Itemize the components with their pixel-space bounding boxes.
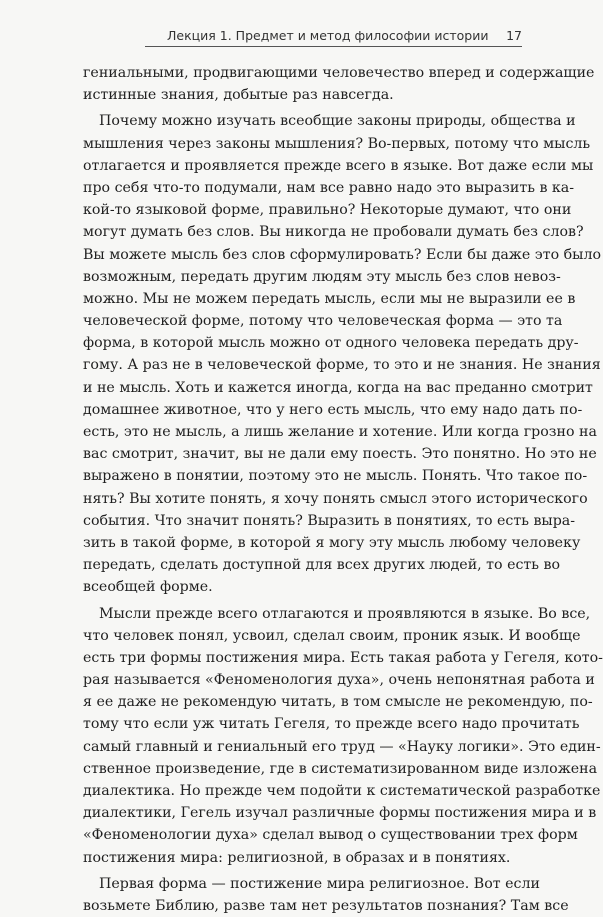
text-line: Вы можете мысль без слов сформулировать? Если бы даже это было <box>83 246 602 263</box>
text-line: возможным, передать другим людям эту мысль без слов невоз- <box>83 268 561 285</box>
text-line: гениальными, продвигающими человечество вперед и содержащие <box>83 65 595 81</box>
text-line: и не мысль. Хоть и кажется иногда, когда на вас преданно смотрит <box>83 379 593 396</box>
body-text <box>83 62 603 917</box>
text-line: самый главный и гениальный его труд — «Науку логики». Это един- <box>83 738 601 755</box>
text-line: человеческой форме, потому что человеческая форма — это та <box>83 313 563 330</box>
text-line: что человек понял, усвоил, сделал своим, проник язык. И вообще <box>83 627 581 644</box>
text-line: вас смотрит, значит, вы не дали ему поесть. Это понятно. Но это не <box>83 446 597 463</box>
paragraph <box>83 603 603 869</box>
text-line: рая называется «Феноменология духа», очень непонятная работа и <box>83 672 595 689</box>
text-line: мышления через законы мышления? Во-первых, потому что мысль <box>83 135 591 152</box>
text-line: я ее даже не рекомендую читать, в том смысле не рекомендую, по- <box>83 694 593 711</box>
text-line: «Феноменологии духа» сделал вывод о существовании трех форм <box>83 827 578 844</box>
paragraph <box>83 62 595 106</box>
text-line: домашнее животное, что у него есть мысль, что ему надо дать по- <box>83 401 583 418</box>
text-line: всеобщей форме. <box>83 579 213 596</box>
text-line: про себя что-то подумали, нам все равно надо это выразить в ка- <box>83 179 575 196</box>
text-line: кой-то языковой форме, правильно? Некоторые думают, что они <box>83 202 572 219</box>
text-line: диалектики, Гегель изучал различные формы постижения мира и в <box>83 805 597 822</box>
header-rule <box>145 46 522 47</box>
text-line: гому. А раз не в человеческой форме, то это и не знания. Не знания <box>83 357 601 374</box>
text-line: можно. Мы не можем передать мысль, если мы не выразили ее в <box>83 290 576 307</box>
text-line: диалектика. Но прежде чем подойти к систематической разработке <box>83 783 601 799</box>
paragraph <box>83 873 569 917</box>
text-line: ственное произведение, где в систематизированном виде изложена <box>83 760 598 777</box>
running-title: Лекция 1. Предмет и метод философии истории <box>167 28 489 43</box>
text-line: тому что если уж читать Гегеля, то прежде всего надо прочитать <box>83 716 580 733</box>
text-line: зить в такой форме, в которой я могу эту мысль любому человеку <box>83 534 581 551</box>
paragraph <box>83 110 602 598</box>
page-header <box>145 26 522 46</box>
text-line: возьмете Библию, разве там нет результатов познания? Там все <box>83 897 569 914</box>
text-line: истинные знания, добытые раз навсегда. <box>83 87 394 104</box>
text-line: форма, в которой мысль можно от одного человека передать дру- <box>83 335 579 352</box>
text-line: события. Что значит понять? Выразить в понятиях, то есть выра- <box>83 512 576 529</box>
text-line: Почему можно изучать всеобщие законы природы, общества и <box>99 113 576 130</box>
text-line: могут думать без слов. Вы никогда не пробовали думать без слов? <box>83 224 584 241</box>
page-number: 17 <box>506 28 522 43</box>
text-line: нять? Вы хотите понять, я хочу понять смысл этого исторического <box>83 490 588 507</box>
text-line: передать, сделать доступной для всех других людей, то есть во <box>83 557 561 574</box>
text-line: выражено в понятии, поэтому это не мысль. Понять. Что такое по- <box>83 468 588 485</box>
text-line: Мысли прежде всего отлагаются и проявляются в языке. Во все, <box>99 605 591 622</box>
text-line: Первая форма — постижение мира религиозное. Вот если <box>99 875 540 892</box>
text-line: есть три формы постижения мира. Есть такая работа у Гегеля, кото- <box>83 649 603 666</box>
text-line: постижения мира: религиозной, в образах и в понятиях. <box>83 849 511 866</box>
text-line: отлагается и проявляется прежде всего в языке. Вот даже если мы <box>83 157 594 174</box>
text-line: есть, это не мысль, а лишь желание и хотение. Или когда грозно на <box>83 424 597 440</box>
